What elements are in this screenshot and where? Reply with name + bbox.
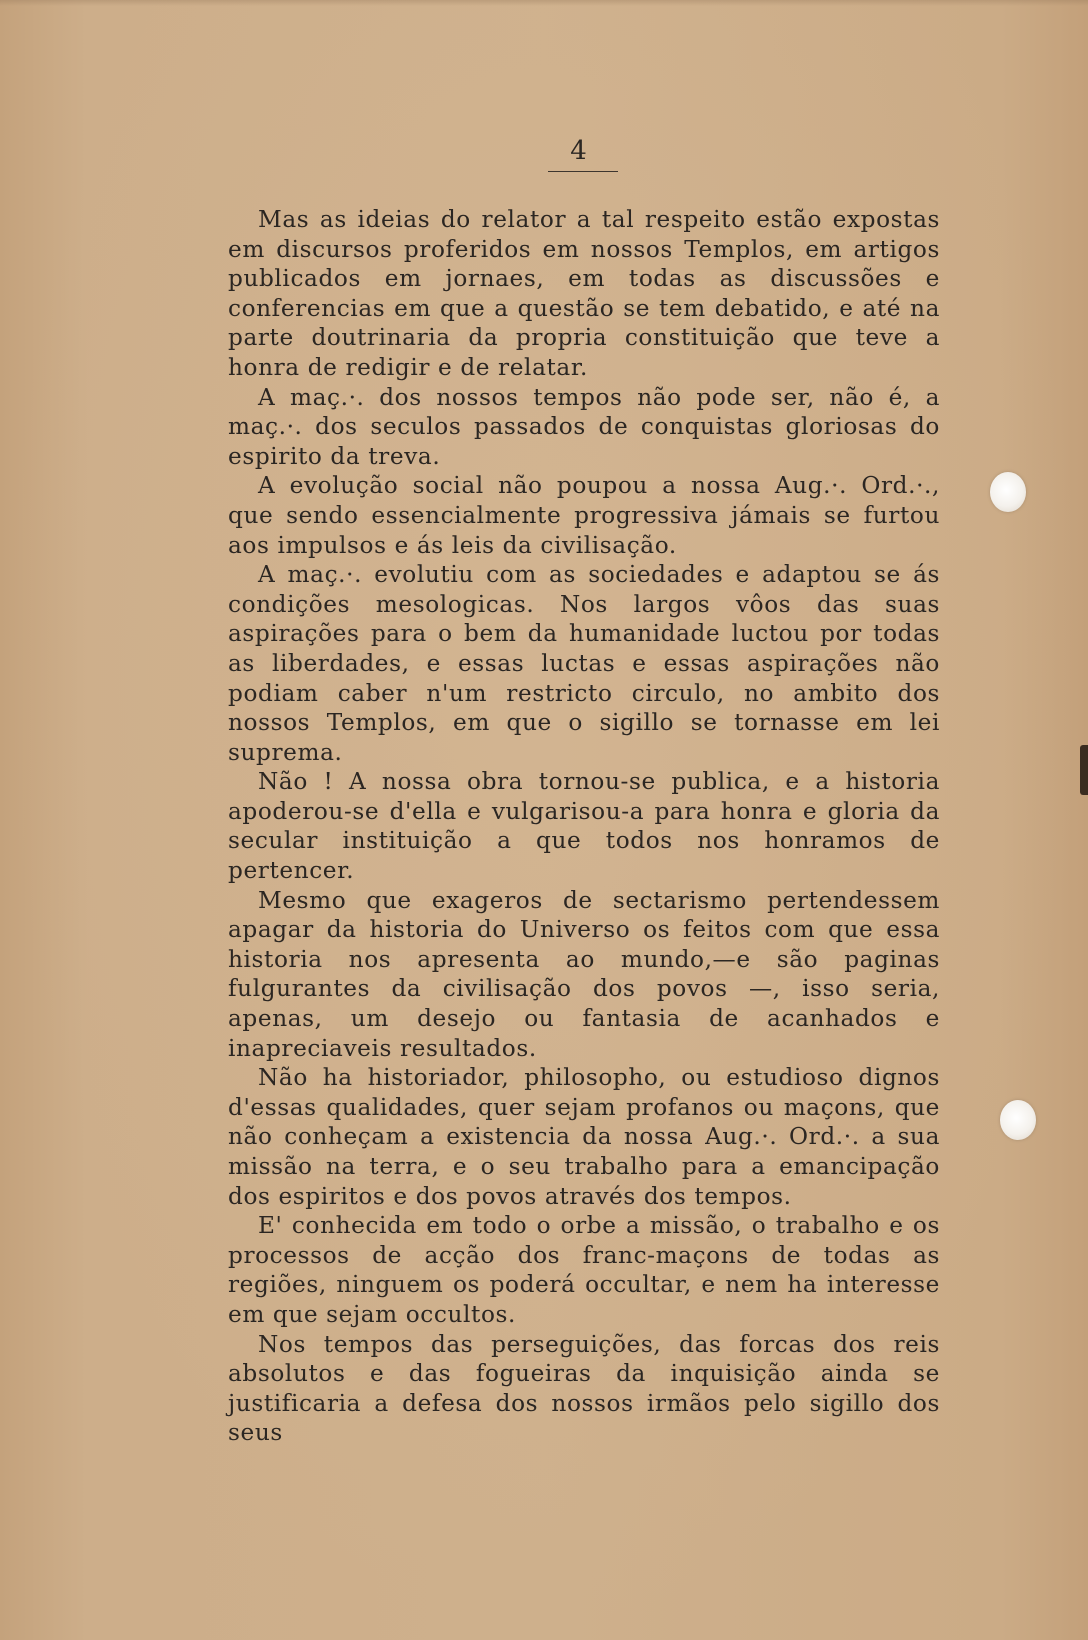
paragraph: Não ha historiador, philosopho, ou estudioso dignos d'essas qualidades, quer sejam profanos ou maçons, que não conheçam a existencia da nossa Aug.·. Ord.·. a sua missão na terra, e o seu trabalho para a emancipação dos espiritos e dos povos através dos tempos. bbox=[228, 1064, 940, 1210]
page-number: 4 bbox=[570, 136, 588, 166]
punch-hole bbox=[990, 472, 1026, 512]
paragraph: E' conhecida em todo o orbe a missão, o trabalho e os processos de acção dos franc-maçons de todas as regiões, ninguem os poderá occultar, e nem ha interesse em que sejam occultos. bbox=[228, 1212, 940, 1328]
paragraph: A maç.·. dos nossos tempos não pode ser, não é, a maç.·. dos seculos passados de conquistas gloriosas do espirito da treva. bbox=[228, 383, 940, 470]
punch-hole bbox=[1000, 1100, 1036, 1140]
paragraph: Nos tempos das perseguições, das forcas dos reis absolutos e das fogueiras da inquisição ainda se justificaria a defesa dos nossos irmãos pelo sigillo dos seus bbox=[228, 1330, 940, 1447]
paragraph: Mas as ideias do relator a tal respeito estão expostas em discursos proferidos em nossos Templos, em artigos publicados em jornaes, em todas as discussões e conferencias em que a questão se tem debatido, e até na parte doutrinaria da propria constituição que teve a honra de redigir e de relatar. bbox=[228, 206, 940, 381]
body-text bbox=[228, 205, 940, 1448]
paragraph: A maç.·. evolutiu com as sociedades e adaptou se ás condições mesologicas. Nos largos vôos das suas aspirações para o bem da humanidade luctou por todas as liberdades, e essas luctas e essas aspirações não podiam caber n'um restricto circulo, no ambito dos nossos Templos, em que o sigillo se tornasse em lei suprema. bbox=[228, 561, 940, 766]
paragraph: A evolução social não poupou a nossa Aug.·. Ord.·., que sendo essencialmente progressiva jámais se furtou aos impulsos e ás leis da civilisação. bbox=[228, 472, 940, 559]
paragraph: Não ! A nossa obra tornou-se publica, e a historia apoderou-se d'ella e vulgarisou-a para honra e gloria da secular instituição a que todos nos honramos de pertencer. bbox=[228, 768, 940, 885]
page-number-rule bbox=[548, 171, 618, 172]
paragraph: Mesmo que exageros de sectarismo pertendessem apagar da historia do Universo os feitos com que essa historia nos apresenta ao mundo,—e são paginas fulgurantes da civilisação dos povos —, isso seria, apenas, um desejo ou fantasia de acanhados e inapreciaveis resultados. bbox=[228, 886, 940, 1062]
edge-mark bbox=[1080, 745, 1088, 795]
